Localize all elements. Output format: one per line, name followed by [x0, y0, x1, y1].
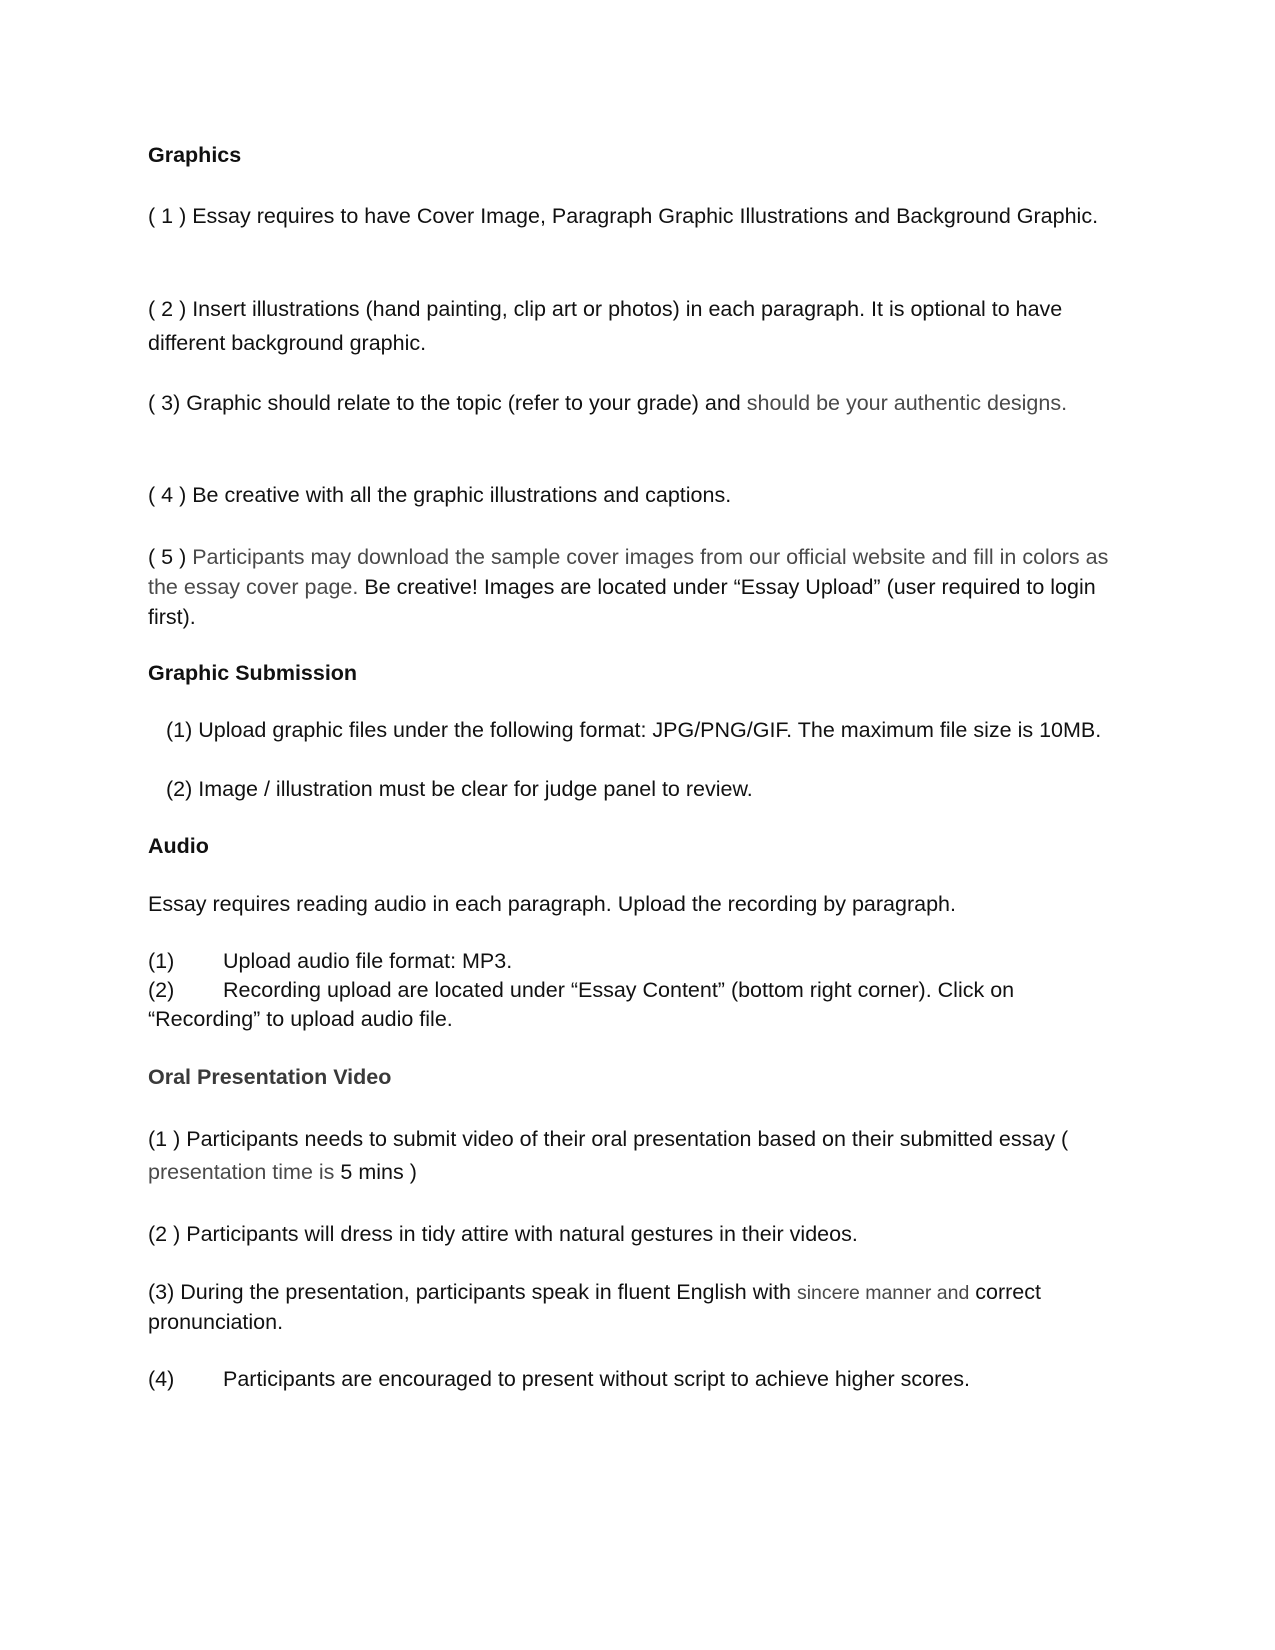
- oral-item-3-end: correct pronunciation.: [148, 1280, 1041, 1334]
- oral-item-1-gray-text: presentation time is: [148, 1160, 335, 1184]
- graphics-heading: Graphics: [148, 143, 242, 167]
- graphics-item-2: ( 2 ) Insert illustrations (hand painting, clip art or photos) in each paragraph. It is optional to have different background graphic.: [148, 297, 1063, 355]
- audio-item-2: [148, 976, 1128, 1034]
- audio-item-2-number: (2): [148, 978, 175, 1002]
- audio-item-2-text: Recording upload are located under “Essay Content” (bottom right corner). Click on “Recording” to upload audio file.: [148, 978, 1015, 1031]
- graphic-submission-heading: Graphic Submission: [148, 661, 358, 685]
- graphics-item-1: ( 1 ) Essay requires to have Cover Image, Paragraph Graphic Illustrations and Background Graphic.: [148, 204, 1099, 228]
- oral-item-3-gray-text: sincere manner and: [796, 1282, 970, 1304]
- graphics-item-5: [148, 542, 1128, 632]
- audio-item-1-number: (1): [148, 949, 175, 973]
- oral-item-4-text: Participants are encouraged to present without script to achieve higher scores.: [223, 1367, 970, 1391]
- oral-item-3-text: (3) During the presentation, participants speak in fluent English with: [148, 1280, 797, 1304]
- graphics-item-3-gray-text: should be your authentic designs.: [746, 391, 1068, 415]
- document-page: [148, 0, 1128, 1650]
- audio-item-1: [148, 947, 1128, 976]
- graphic-submission-item-2: (2) Image / illustration must be clear for judge panel to review.: [166, 777, 753, 801]
- oral-item-2: (2 ) Participants will dress in tidy attire with natural gestures in their videos.: [148, 1222, 858, 1246]
- oral-item-1-time: 5 mins ): [334, 1160, 417, 1184]
- oral-item-4: [148, 1364, 1128, 1394]
- graphics-item-5-text: Be creative! Images are located under “Essay Upload” (user required to login first).: [148, 575, 1096, 629]
- audio-heading: Audio: [148, 834, 209, 858]
- audio-item-1-text: Upload audio file format: MP3.: [223, 949, 513, 973]
- oral-presentation-heading: Oral Presentation Video: [148, 1065, 392, 1089]
- graphics-item-3-text: ( 3) Graphic should relate to the topic (refer to your grade) and: [148, 391, 747, 415]
- oral-item-1: [148, 1123, 1128, 1189]
- graphics-item-4: ( 4 ) Be creative with all the graphic illustrations and captions.: [148, 483, 732, 507]
- graphics-item-5-gray-text: Participants may download the sample cover images from our official website and fill in colors as the essay cover page.: [148, 545, 1109, 599]
- graphic-submission-item-1: (1) Upload graphic files under the following format: JPG/PNG/GIF. The maximum file size is 10MB.: [166, 718, 1102, 742]
- oral-item-1-text: (1 ) Participants needs to submit video of their oral presentation based on their submitted essay (: [148, 1127, 1069, 1151]
- oral-item-4-number: (4): [148, 1367, 175, 1391]
- graphics-item-3: [148, 388, 1128, 418]
- graphics-item-5-number: ( 5 ): [148, 545, 193, 569]
- audio-intro: Essay requires reading audio in each paragraph. Upload the recording by paragraph.: [148, 892, 956, 916]
- oral-item-3: [148, 1278, 1128, 1337]
